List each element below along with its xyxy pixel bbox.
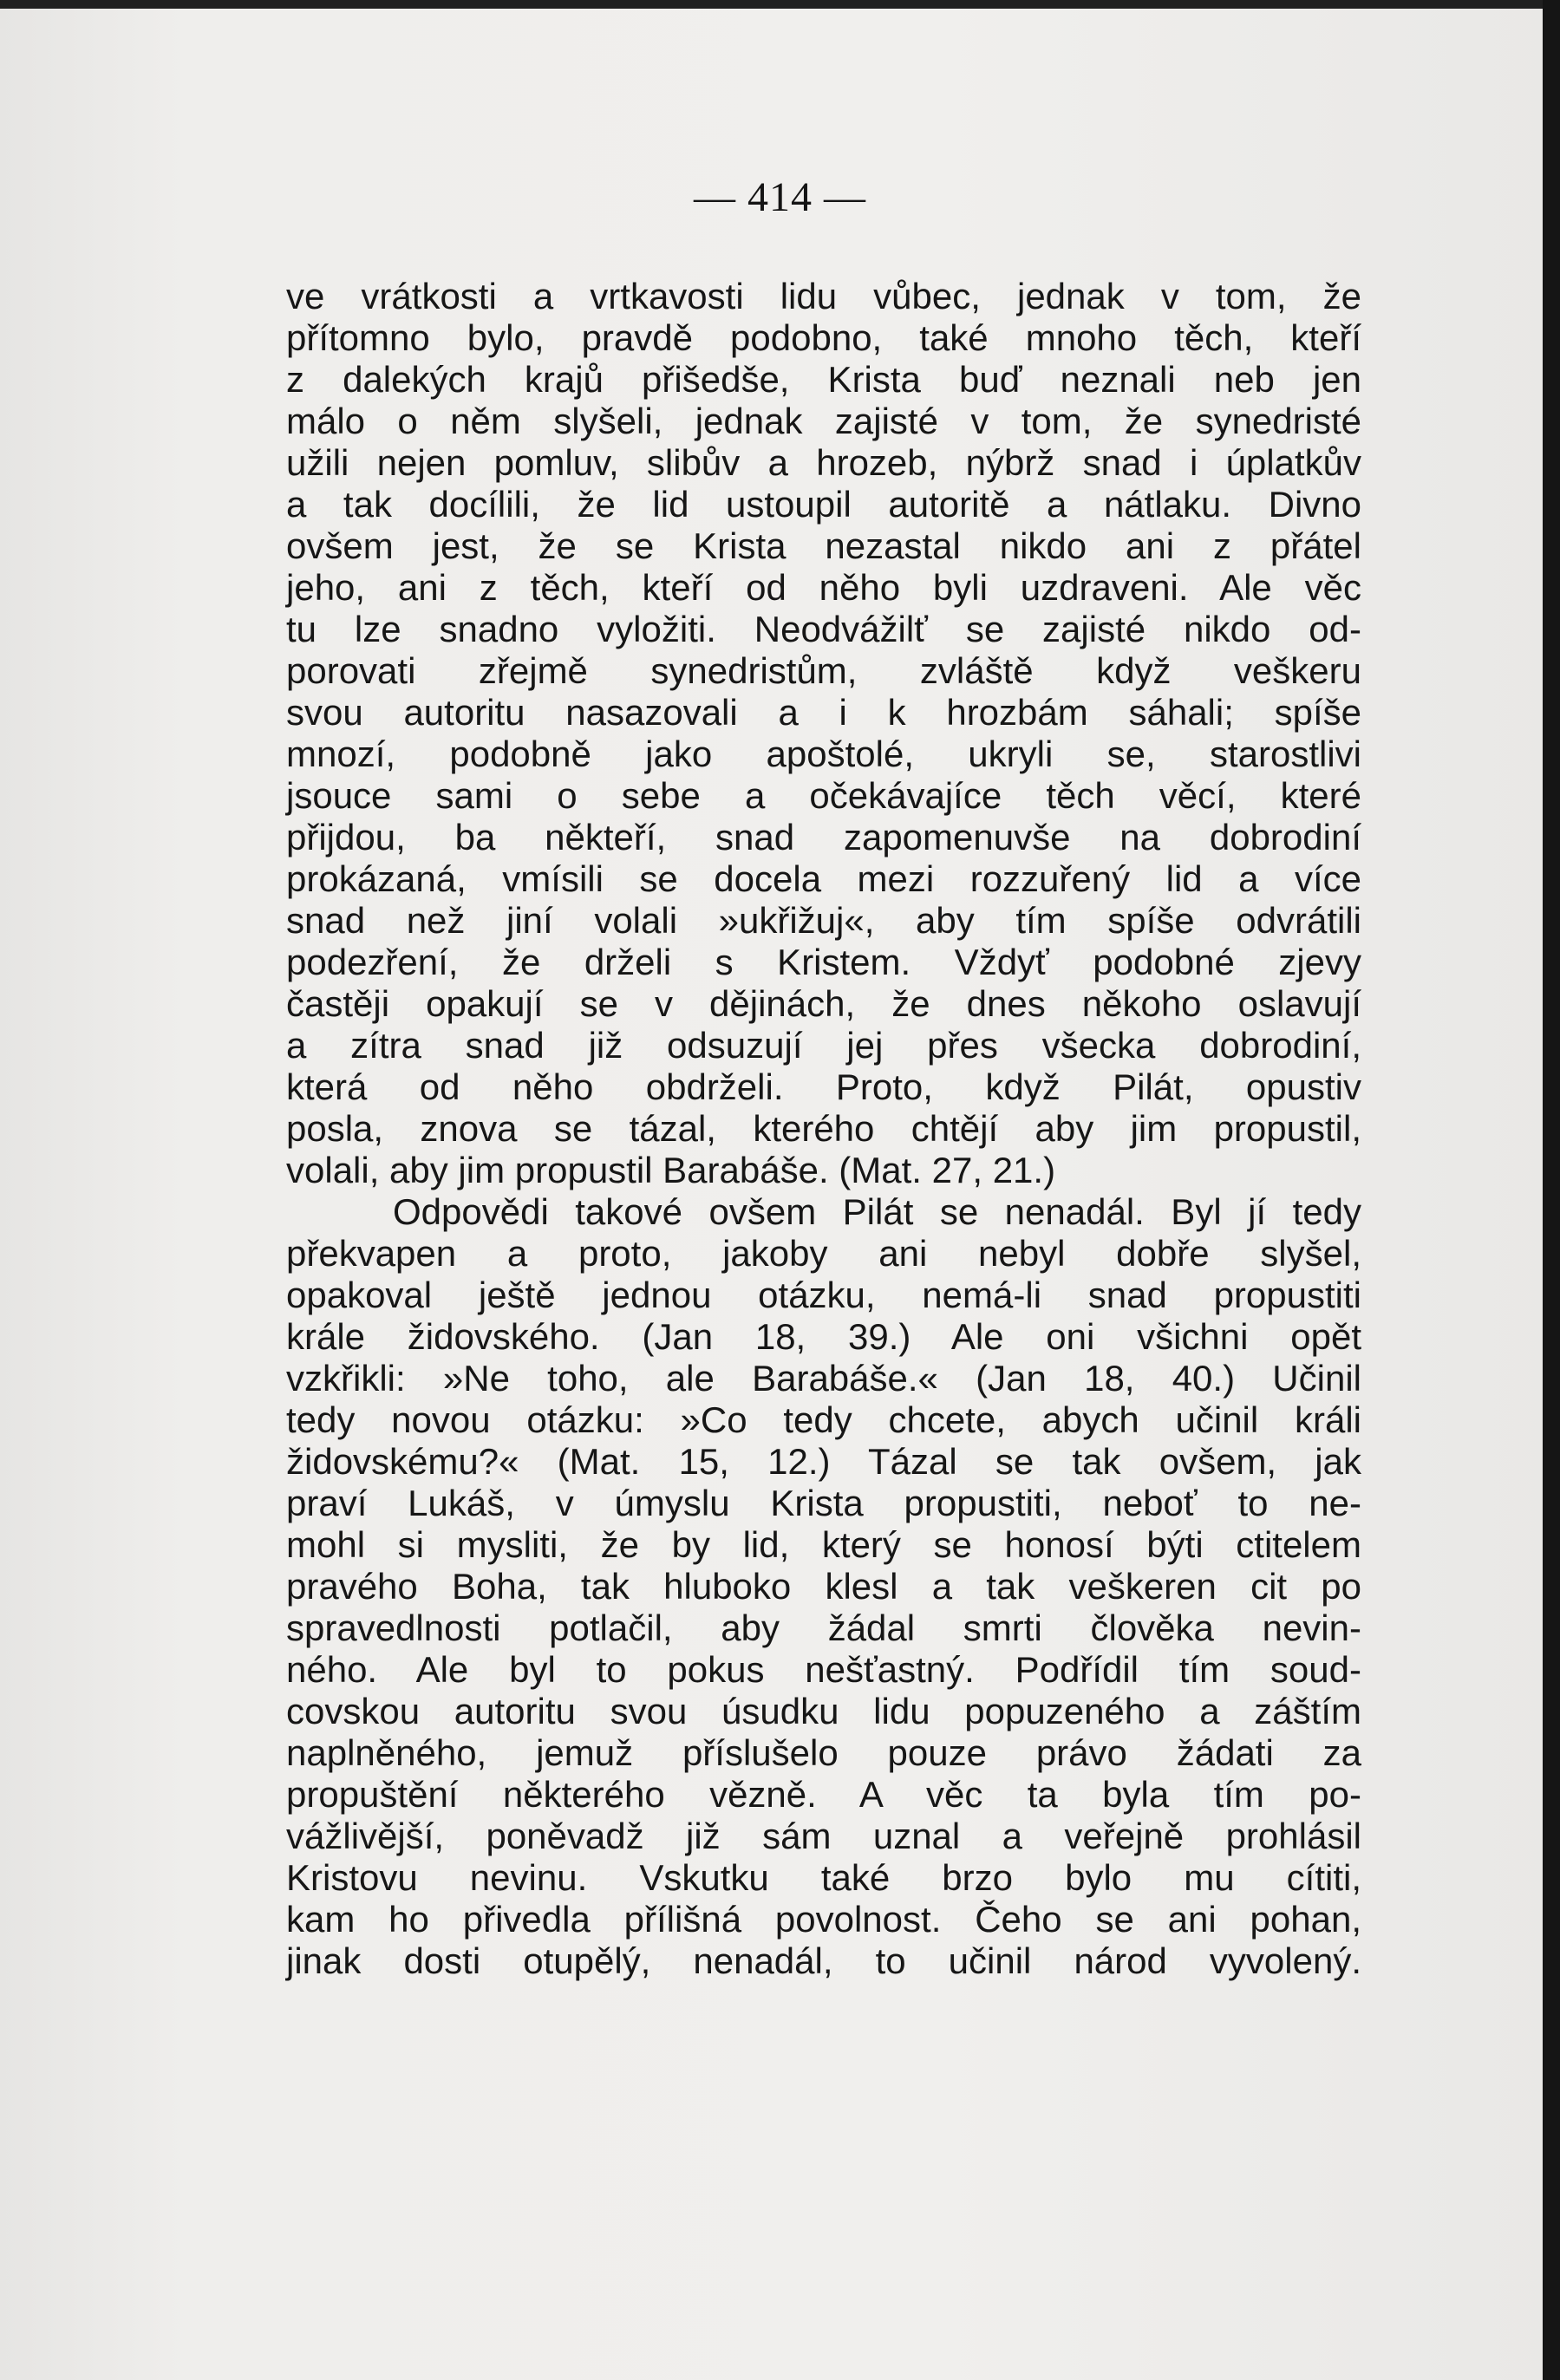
- text-line: naplněného, jemuž příslušelo pouze právo žádati za: [286, 1732, 1361, 1773]
- text-line: a zítra snad již odsuzují jej přes všecka dobrodiní,: [286, 1025, 1361, 1066]
- scan-border-top: [0, 0, 1560, 9]
- body-text: [286, 276, 1361, 1982]
- text-line: přijdou, ba někteří, snad zapomenuvše na dobrodiní: [286, 817, 1361, 857]
- text-line: Odpovědi takové ovšem Pilát se nenadál. Byl jí tedy: [393, 1191, 1361, 1232]
- text-line: z dalekých krajů přišedše, Krista buď neznali neb jen: [286, 359, 1361, 400]
- page-number: — 414 —: [694, 174, 866, 220]
- text-line: snad než jiní volali »ukřižuj«, aby tím spíše odvrátili: [286, 900, 1361, 941]
- text-line: překvapen a proto, jakoby ani nebyl dobře slyšel,: [286, 1233, 1361, 1274]
- text-line: covskou autoritu svou úsudku lidu popuzeného a záštím: [286, 1691, 1361, 1731]
- text-line: jeho, ani z těch, kteří od něho byli uzdraveni. Ale věc: [286, 567, 1361, 608]
- text-line: která od něho obdrželi. Proto, když Pilát, opustiv: [286, 1066, 1361, 1107]
- text-line: vzkřikli: »Ne toho, ale Barabáše.« (Jan 18, 40.) Učinil: [286, 1358, 1361, 1399]
- text-line: jinak dosti otupělý, nenadál, to učinil národ vyvolený.: [286, 1940, 1361, 1981]
- text-line: tu lze snadno vyložiti. Neodvážilť se zajisté nikdo od-: [286, 609, 1361, 649]
- scan-border-right: [1543, 0, 1560, 2380]
- text-line: opakoval ještě jednou otázku, nemá-li snad propustiti: [286, 1275, 1361, 1315]
- text-line: praví Lukáš, v úmyslu Krista propustiti, neboť to ne-: [286, 1483, 1361, 1523]
- text-line: posla, znova se tázal, kterého chtějí aby jim propustil,: [286, 1108, 1361, 1149]
- text-line: jsouce sami o sebe a očekávajíce těch věcí, které: [286, 775, 1361, 816]
- text-line: častěji opakují se v dějinách, že dnes někoho oslavují: [286, 983, 1361, 1024]
- text-line: ve vrátkosti a vrtkavosti lidu vůbec, jednak v tom, že: [286, 276, 1361, 316]
- text-line: propuštění některého vězně. A věc ta byla tím po-: [286, 1774, 1361, 1815]
- text-line: mohl si mysliti, že by lid, který se honosí býti ctitelem: [286, 1524, 1361, 1565]
- text-line: ovšem jest, že se Krista nezastal nikdo ani z přátel: [286, 525, 1361, 566]
- text-line: kam ho přivedla přílišná povolnost. Čeho se ani pohan,: [286, 1899, 1361, 1940]
- text-line: podezření, že drželi s Kristem. Vždyť podobné zjevy: [286, 942, 1361, 982]
- text-line: málo o něm slyšeli, jednak zajisté v tom, že synedristé: [286, 401, 1361, 441]
- text-line: mnozí, podobně jako apoštolé, ukryli se, starostlivi: [286, 734, 1361, 774]
- text-line: porovati zřejmě synedristům, zvláště když veškeru: [286, 650, 1361, 691]
- text-line: volali, aby jim propustil Barabáše. (Mat. 27, 21.): [286, 1150, 1056, 1190]
- text-line: Kristovu nevinu. Vskutku také brzo bylo mu cítiti,: [286, 1857, 1361, 1898]
- text-line: krále židovského. (Jan 18, 39.) Ale oni všichni opět: [286, 1316, 1361, 1357]
- text-line: tedy novou otázku: »Co tedy chcete, abych učinil králi: [286, 1399, 1361, 1440]
- text-line: a tak docílili, že lid ustoupil autoritě a nátlaku. Divno: [286, 484, 1361, 525]
- text-line: ného. Ale byl to pokus nešťastný. Podřídil tím soud-: [286, 1649, 1361, 1690]
- text-line: svou autoritu nasazovali a i k hrozbám sáhali; spíše: [286, 692, 1361, 733]
- text-line: přítomno bylo, pravdě podobno, také mnoho těch, kteří: [286, 317, 1361, 358]
- text-line: vážlivější, poněvadž již sám uznal a veřejně prohlásil: [286, 1816, 1361, 1856]
- text-line: židovskému?« (Mat. 15, 12.) Tázal se tak ovšem, jak: [286, 1441, 1361, 1482]
- text-line: pravého Boha, tak hluboko klesl a tak veškeren cit po: [286, 1566, 1361, 1607]
- text-line: užili nejen pomluv, slibův a hrozeb, nýbrž snad i úplatkův: [286, 442, 1361, 483]
- text-line: spravedlnosti potlačil, aby žádal smrti člověka nevin-: [286, 1607, 1361, 1648]
- text-line: prokázaná, vmísili se docela mezi rozzuřený lid a více: [286, 858, 1361, 899]
